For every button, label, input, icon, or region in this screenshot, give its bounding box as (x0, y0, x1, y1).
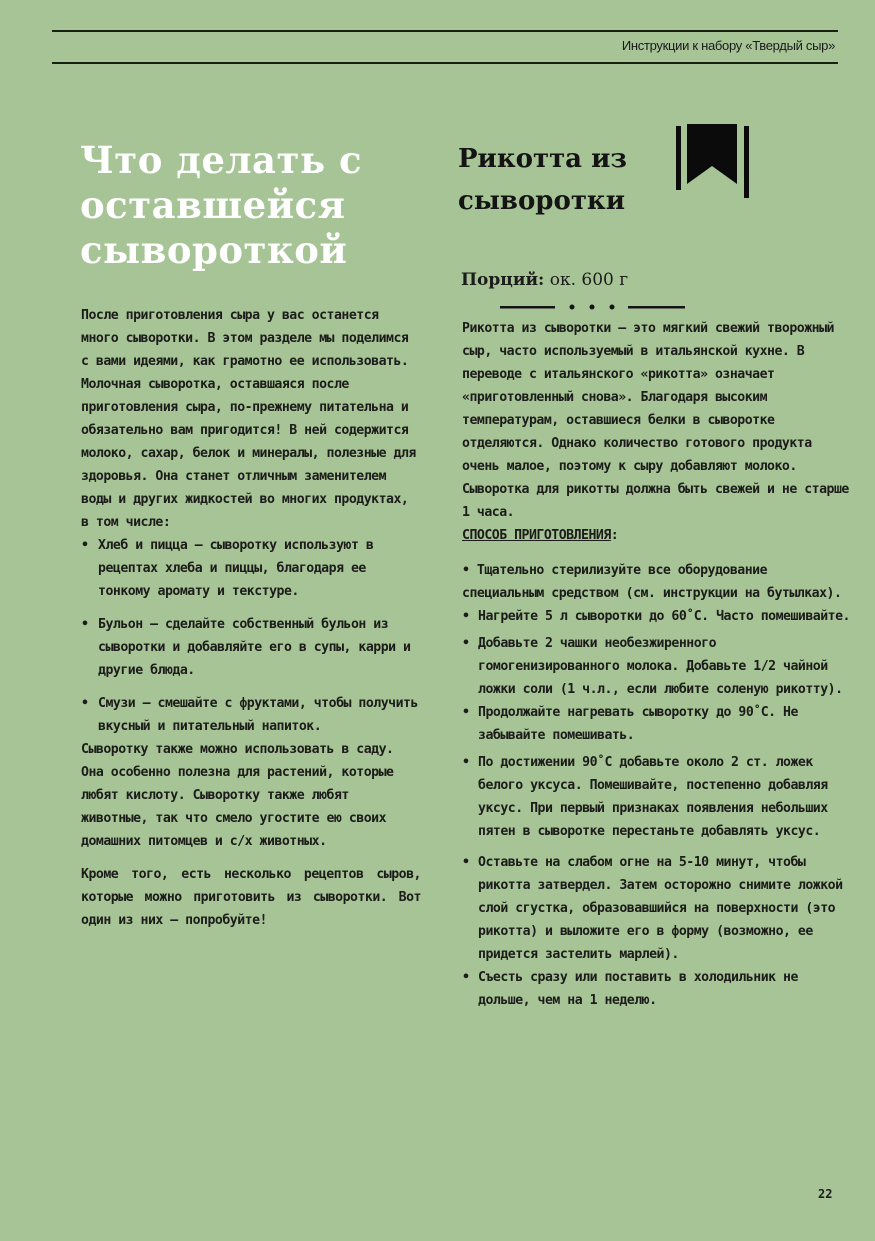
list-item (81, 692, 421, 738)
servings-label: Порций: (461, 270, 545, 290)
list-item (81, 534, 421, 603)
whey-uses-title (80, 138, 440, 273)
list-item (81, 613, 421, 682)
method-heading: СПОСОБ ПРИГОТОВЛЕНИЯ (462, 528, 611, 543)
closing-paragraph: Кроме того, есть несколько рецептов сыров, которые можно приготовить из сыворотки. Вот один из них – попробуйте! (81, 867, 421, 928)
step-text: Оставьте на слабом огне на 5-10 минут, чтобы рикотта затвердел. Затем осторожно снимите ложкой слой сгустка, образовавшийся на поверхности (это рикотта) и выложите его в форму (возможно, ее придется застелить марлей). (478, 855, 843, 962)
bullet-icon: • (462, 970, 470, 985)
title-line: Что делать с (80, 138, 362, 182)
title-line: оставшейся (80, 183, 346, 227)
step-text: По достижении 90˚С добавьте около 2 ст. ложек белого уксуса. Помешивайте, постепенно добавляя уксус. При первый признаках появления небольших пятен в сыворотке перестаньте добавлять уксус. (478, 755, 828, 839)
step-text: Добавьте 2 чашки необезжиренного гомогенизированного молока. Добавьте 1/2 чайной ложки соли (1 ч.л., если любите соленую рикотту). (478, 636, 843, 697)
bullet-icon: • (462, 855, 470, 870)
whey-uses-list (81, 534, 421, 738)
step-item (462, 632, 852, 701)
running-header: Инструкции к набору «Твердый сыр» (621, 38, 835, 53)
step-item (462, 605, 852, 628)
bullet-icon: • (462, 755, 470, 770)
step-item (462, 701, 852, 747)
list-item-text: Хлеб и пицца – сыворотку используют в рецептах хлеба и пиццы, благодаря ее тонкому аромату и текстуре. (98, 538, 374, 599)
step-text: Тщательно стерилизуйте все оборудование специальным средством (см. инструкции на бутылках). (462, 563, 842, 601)
step-item (462, 966, 852, 1012)
step-text: Съесть сразу или поставить в холодильник не дольше, чем на 1 неделю. (478, 970, 798, 1008)
title-line: сыворотки (458, 186, 625, 216)
garden-paragraph: Сыворотку также можно использовать в саду. Она особенно полезна для растений, которые любят кислоту. Сыворотку также любят животные, так что смело угостите ею своих домашних питомцев и с/х животных. (81, 742, 394, 849)
recipe-description: Рикотта из сыворотки – это мягкий свежий творожный сыр, часто используемый в итальянской кухне. В переводе с итальянского «рикотта» означает «приготовленный снова». Благодаря высоким температурам, оставшиеся белки в сыворотке отделяются. Однако количество готового продукта очень малое, поэтому к сыру добавляют молоко. Сыворотка для рикотты должна быть свежей и не старше 1 часа. (462, 321, 849, 520)
page-number: 22 (818, 1187, 833, 1201)
title-line: сывороткой (80, 228, 348, 272)
header-rule-bottom (52, 62, 838, 64)
title-line: Рикотта из (458, 144, 627, 174)
recipe-column (462, 317, 852, 1012)
method-steps (462, 559, 852, 1012)
method-colon: : (610, 528, 619, 543)
recipe-title (458, 138, 627, 222)
whey-uses-column (81, 304, 421, 932)
step-item (462, 751, 852, 843)
method-heading-line (462, 524, 852, 547)
step-item (462, 851, 852, 966)
bullet-icon: • (462, 563, 470, 578)
ornament-divider (500, 300, 685, 314)
bullet-icon: • (81, 538, 89, 553)
step-item (462, 559, 852, 605)
servings (461, 270, 628, 290)
step-text: Продолжайте нагревать сыворотку до 90˚С. Не забывайте помешивать. (478, 705, 798, 743)
header-rule-top (52, 30, 838, 32)
list-item-text: Смузи – смешайте с фруктами, чтобы получить вкусный и питательный напиток. (98, 696, 418, 734)
bullet-icon: • (462, 609, 470, 624)
servings-value: ок. 600 г (544, 270, 629, 290)
bullet-icon: • (81, 696, 89, 711)
list-item-text: Бульон – сделайте собственный бульон из сыворотки и добавляйте его в супы, карри и другие блюда. (98, 617, 411, 678)
step-text: Нагрейте 5 л сыворотки до 60˚С. Часто помешивайте. (478, 609, 850, 624)
bullet-icon: • (81, 617, 89, 632)
bullet-icon: • (462, 705, 470, 720)
intro-paragraph: После приготовления сыра у вас останется много сыворотки. В этом разделе мы поделимся с вами идеями, как грамотно ее использовать. Молочная сыворотка, оставшаяся после приготовления сыра, по-прежнему питательна и обязательно вам пригодится! В ней содержится молоко, сахар, белок и минералы, полезные для здоровья. Она станет отличным заменителем воды и других жидкостей во многих продуктах, в том числе: (81, 308, 416, 530)
bookmark-icon (675, 122, 751, 198)
bullet-icon: • (462, 636, 470, 651)
